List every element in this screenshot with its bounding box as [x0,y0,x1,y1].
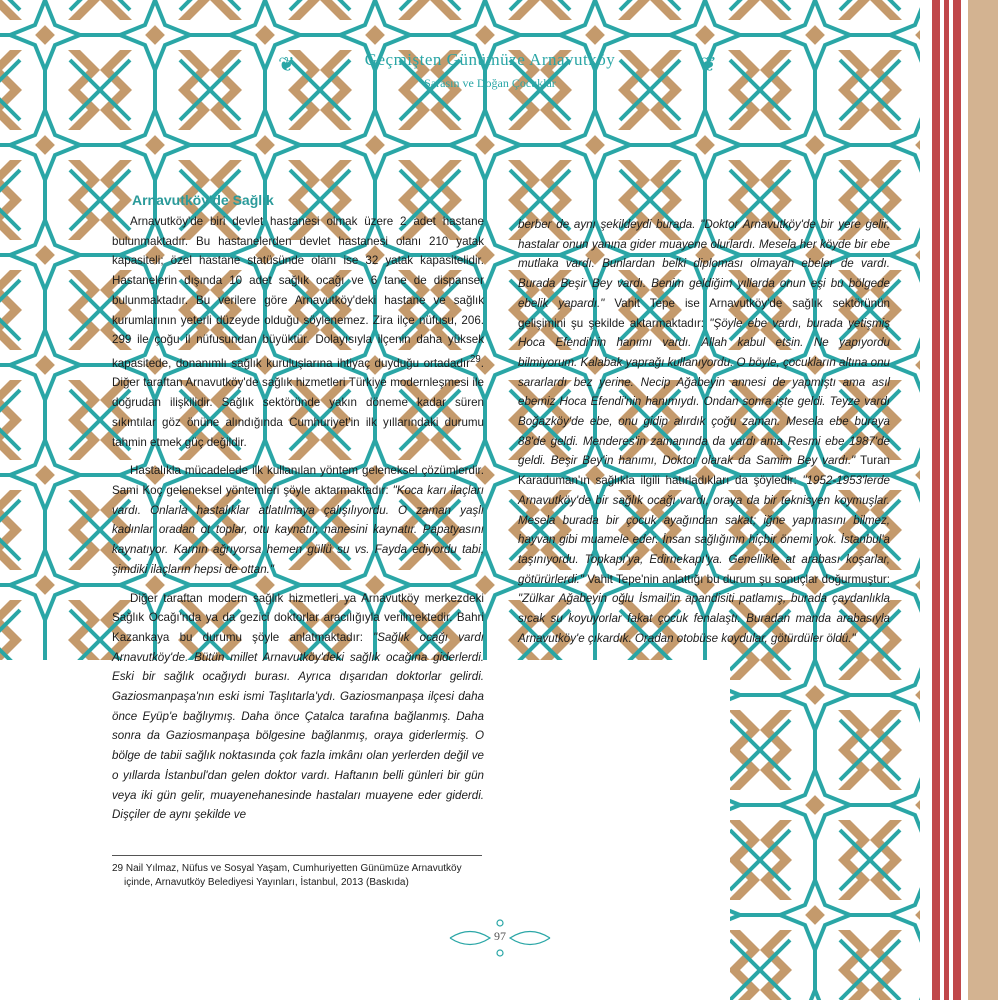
quote: "Zülkar Ağabeyin oğlu İsmail'in apandisiti patlamış, burada çaydanlıkla sıcak su koyuyorlar fakat çocuk fenalaştı. Buradan manda arabasıyla Arnavutköy'e çıkardık. Oradan otobüse koydular, götürdüler öldü." [518,592,890,645]
right-text-column [518,215,890,657]
page-number-ornament [445,915,555,961]
header-left-ornament-icon: ❦ [278,52,295,76]
quote: berber de aynı şekildeydi burada. "Doktor Arnavutköy'de bir yere gelir, hastalar onun yanına gider muayene olurlardı. Mesela her köyde bir ebe mutlaka vardı. Bunlardan belki diploması olmayan ebeler de vardı. Burada Beşir Bey vardı. Benim geldiğim yıllarda onun eşi bu bölgede ebelik yapardı." [518,218,890,310]
quote: "Şöyle ebe vardı, burada yetişmiş Hoca Efendi'nin hanımı vardı. Allah kabul etsin. Ne yapıyordu bilmiyorum. Kalabak yaprağı kullanıyordu. O böyle, çocukların altına onu sararlardı bez yerine. Necip Ağabeyin annesi de yapmıştı ama asıl ebemiz Hoca Efendi'nin hanımıydı. Ondan sonra işte geldi. Teyze vardı Boğazköy'de ebe, onu gidip alırdık çoğu zaman. Mesela ebe buraya 88'de geldi. Menderes'in zamanında da vardı ama Resmi ebe 1987'de geldi. Beşir Bey'in hanımı, Doktor olarak da Samim Bey vardı." [518,316,890,468]
page-number: 97 [494,929,506,943]
paragraph: Hastalıkla mücadelede ilk kullanılan yöntem geleneksel çözümlerdir. Sami Koç geleneksel yöntemleri şöyle aktarmaktadır: "Koca karı ilaçları vardı. Onlarla hastalıklar atlatılmaya çalışılıyordu. O zaman yaşlı kadınlar oradan ot toplar, otu kaynatır, nanesini kaynatır. Papatyasını kaynatıyor. Karnın ağrıyorsa hemen güllü su vs. Fayda ediyordu tabi, şimdiki ilaçların hepsi de ottan." [112,464,485,576]
footnote-divider [112,855,482,856]
paragraph: Arnavutköy'de biri devlet hastanesi olmak üzere 2 adet hastane bulunmaktadır. Bu hastanelerden devlet hastanesi olanı 210 yatak kapasiteli; özel hastane statüsünde olanı ise 32 yatak kapasitelidir. Hastanelerin dışında 10 adet sağlık ocağı ve 6 tane de dispanser bulunmaktadır. Bu verilere göre Arnavutköy'deki hastane ve sağlık kurumlarının yeterli düzeyde olduğu söylenemez. Zira ilçe nüfusu, 206. 299 ile çoğu il nüfusundan büyüktür. Dolayısıyla ilçenin daha yüksek kapasitede, donanımlı sağlık kuruluşlarına ihtiyaç duyduğu ortadadır$^{29}$. Diğer taraftan Arnavutköy'de sağlık hizmetleri Türkiye modernleşmesi ile doğrudan ilişkilidir. Sağlık sektöründe yakın döneme kadar süren sıkıntılar göz önüne alındığında Cumhuriyet'in ilk yıllarındaki durumu tahmin etmek güç değildir. [112,215,484,449]
quote: "1952-1953'lerde Arnavutköy'de bir sağlık ocağı vardı, oraya da bir teknisyen koymuşlar. Mesela burada bir çocuk ayağından sakat; iğne yapmasını bilmez, hayvan gibi muamele eder. İnsan sağlığının hiçbir önemi yok. İstanbul'a taşınıyordu. Topkapı'ya, Edirnekapı'ya. Genellikle at arabası koşarlar, götürürlerdi." [518,474,890,586]
left-text-column [112,212,484,834]
running-header-subtitle: Sarasın ve Doğan Çocuklar [424,76,556,90]
running-header-title: Geçmişten Günümüze Arnavutköy [364,50,616,69]
header-right-ornament-icon: ❦ [700,52,717,76]
section-title: Arnavutköy'de Sağlık [132,192,274,208]
side-stripes [920,0,1000,1000]
paragraph: Diğer taraftan modern sağlık hizmetleri ya Arnavutköy merkezdeki Sağlık Ocağı'nda ya da gezici doktorlar aracılığıyla verilmektedir. Bahri Kazankaya bu durumu şöyle anlatmaktadır: "Sağlık ocağı vardı Arnavutköy'de. Bütün millet Arnavutköy'deki sağlık ocağına giderlerdi. Eski bir sağlık ocağıydı burası. Ayrıca dışarıdan doktorlar gelirdi. Gaziosmanpaşa'nın eski ismi Taşlıtarla'ydı. Gaziosmanpaşa ilçesi daha önce Eyüp'e bağlıymış. Daha önce Çatalca tarafına bağlanmış. Daha sonra da Gaziosmanpaşa bölgesine bağlanmış, oraya giderlermiş. O bölge de tabii sağlık noktasında çok fazla imkânı olan yerlerden değil ve o yıllarda İstanbul'dan gelen doktor vardı. Haftanın belli günleri bir gün veya iki gün gelir, muayenehanesinde hastaları muayene eder giderdi. Dişçiler de aynı şekilde ve [112,591,485,822]
paragraph: berber de aynı şekildeydi burada. "Doktor Arnavutköy'de bir yere gelir, hastalar onun yanına gider muayene olurlardı. Mesela her köyde bir ebe mutlaka vardı. Bunlardan belki diploması olmayan ebeler de vardı. Burada Beşir Bey vardı. Benim geldiğim yıllarda onun eşi bu bölgede ebelik yapardı." Vahit Tepe ise Arnavutköy'de sağlık sektörünün gelişimini şu şekilde aktarmaktadır: "Şöyle ebe vardı, burada yetişmiş Hoca Efendi'nin hanımı vardı. Allah kabul etsin. Ne yapıyordu bilmiyorum. Kalabak yaprağı kullanıyordu. O böyle, çocukların altına onu sararlardı bez yerine. Necip Ağabeyin annesi de yapmıştı ama asıl ebemiz Hoca Efendi'nin hanımıydı. Ondan sonra işte geldi. Teyze vardı Boğazköy'de ebe, onu gidip alırdık çoğu zaman. Mesela ebe buraya 88'de geldi. Menderes'in zamanında da vardı ama Resmi ebe 1987'de geldi. Beşir Bey'in hanımı, Doktor olarak da Samim Bey vardı." Turan Karaduman'ın sağlıkla ilgili hatırladıkları da şöyledir: "1952-1953'lerde Arnavutköy'de bir sağlık ocağı vardı, oraya da bir teknisyen koymuşlar. Mesela burada bir çocuk ayağından sakat; iğne yapmasını bilmez, hayvan gibi muamele eder. İnsan sağlığının hiçbir önemi yok. İstanbul'a taşınıyordu. Topkapı'ya, Edirnekapı'ya. Genellikle at arabası koşarlar, götürürlerdi." Vahit Tepe'nin anlattığı bu durum şu sonuçlar doğurmuştur: "Zülkar Ağabeyin oğlu İsmail'in apandisiti patlamış, burada çaydanlıkla sıcak su koyuyorlar fakat çocuk fenalaştı. Buradan manda arabasıyla Arnavutköy'e çıkardık. Oradan otobüse koydular, götürdüler öldü." [518,218,890,645]
quote: "Sağlık ocağı vardı Arnavutköy'de. Bütün millet Arnavutköy'deki sağlık ocağına giderlerdi. Eski bir sağlık ocağıydı burası. Ayrıca dışarıdan doktorlar gelirdi. Gaziosmanpaşa'nın eski ismi Taşlıtarla'ydı. Gaziosmanpaşa ilçesi daha önce Eyüp'e bağlıymış. Daha önce Çatalca tarafına bağlanmış. Daha sonra da Gaziosmanpaşa bölgesine bağlanmış, oraya giderlermiş. O bölge de tabii sağlık noktasında çok fazla imkânı olan yerlerden değil ve o yıllarda İstanbul'dan gelen doktor vardı. Haftanın belli günleri bir gün veya iki gün gelir, muayenehanesinde hastaları muayene eder giderdi. Dişçiler de aynı şekilde ve [112,630,485,822]
quote: "Koca karı ilaçları vardı. Onlarla hastalıklar atlatılmaya çalışılıyordu. O zaman yaşlı kadınlar oradan ot toplar, otu kaynatır, nanesini kaynatır. Papatyasını kaynatıyor. Karnın ağrıyorsa hemen güllü su vs. Fayda ediyordu tabi, şimdiki ilaçların hepsi de ottan." [112,484,485,576]
footnote-ref: 29 [470,353,481,365]
footnote: 29 Nail Yılmaz, Nüfus ve Sosyal Yaşam, Cumhuriyetten Günümüze Arnavutköy içinde, Arnavutköy Belediyesi Yayınları, İstanbul, 2013 (Baskıda) [112,863,462,888]
